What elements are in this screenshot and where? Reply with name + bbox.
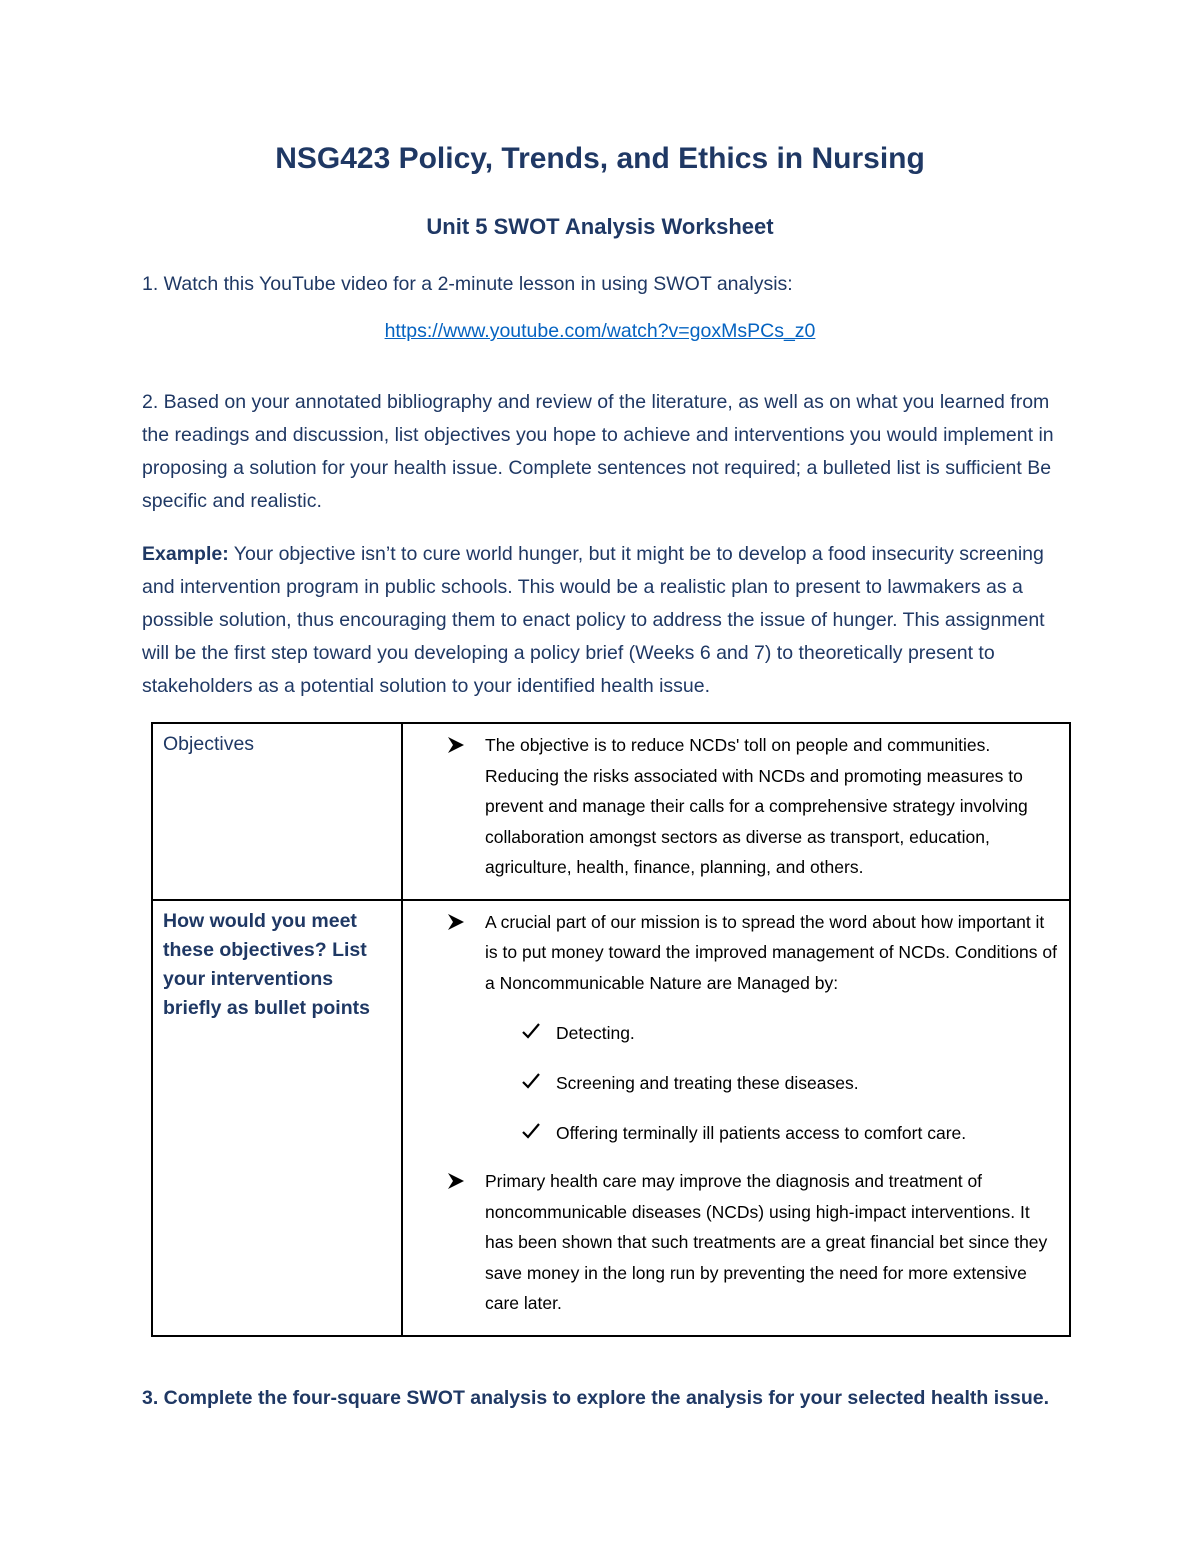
table-row <box>152 900 1070 1336</box>
objectives-table <box>151 722 1071 1337</box>
arrowhead-bullet-icon <box>447 913 465 931</box>
list-item <box>433 907 1059 999</box>
arrowhead-bullet-icon <box>447 1172 465 1190</box>
interventions-label: How would you meet these objectives? List your interventions briefly as bullet points <box>163 909 370 1019</box>
list-item <box>433 1166 1059 1319</box>
check-item-text: Detecting. <box>556 1023 635 1043</box>
objectives-label-cell <box>152 723 402 900</box>
interventions-label-cell <box>152 900 402 1336</box>
check-item-text: Screening and treating these diseases. <box>556 1073 859 1093</box>
intervention-bullet-text: Primary health care may improve the diagnosis and treatment of noncommunicable diseases (NCDs) using high-impact interventions. It has been shown that such treatments are a great financial bet since they save money in the long run by preventing the need for more extensive care later. <box>485 1171 1048 1313</box>
step3-text: 3. Complete the four-square SWOT analysis to explore the analysis for your selected health issue. <box>142 1387 1050 1409</box>
table-row <box>152 723 1070 900</box>
check-list-item <box>433 1118 1059 1148</box>
check-list-item <box>433 1068 1059 1098</box>
check-mark-icon <box>521 1122 541 1140</box>
video-link-line <box>0 320 1200 343</box>
example-text: Your objective isn’t to cure world hunger, but it might be to develop a food insecurity screening and intervention program in public schools. This would be a realistic plan to present to lawmakers as a possible solution, thus encouraging them to enact policy to address the issue of hunger. This assignment will be the first step toward you developing a policy brief (Weeks 6 and 7) to theoretically present to stakeholders as a potential solution to your identified health issue. <box>142 543 1045 697</box>
example-paragraph <box>142 538 1072 703</box>
example-label: Example: <box>142 543 229 565</box>
objectives-label: Objectives <box>163 733 255 755</box>
check-item-text: Offering terminally ill patients access to comfort care. <box>556 1123 967 1143</box>
step2-text: 2. Based on your annotated bibliography and review of the literature, as well as on what you learned from the readings and discussion, list objectives you hope to achieve and interventions you would implement in proposing a solution for your health issue. Complete sentences not required; a bulleted list is sufficient Be specific and realistic. <box>142 391 1054 512</box>
step1-text: 1. Watch this YouTube video for a 2-minute lesson in using SWOT analysis: <box>142 273 793 295</box>
check-mark-icon <box>521 1022 541 1040</box>
document-subtitle: Unit 5 SWOT Analysis Worksheet <box>426 214 774 239</box>
objectives-content-cell <box>402 723 1070 900</box>
document-title: NSG423 Policy, Trends, and Ethics in Nursing <box>275 142 925 175</box>
interventions-content-cell <box>402 900 1070 1336</box>
youtube-link[interactable]: https://www.youtube.com/watch?v=goxMsPCs_z0 <box>384 320 816 342</box>
objective-bullet-text: The objective is to reduce NCDs' toll on people and communities. Reducing the risks associated with NCDs and promoting measures to prevent and manage their calls for a comprehensive strategy involving collaboration amongst sectors as diverse as transport, education, agriculture, health, finance, planning, and others. <box>485 735 1028 877</box>
intervention-bullet-text: A crucial part of our mission is to spread the word about how important it is to put money toward the improved management of NCDs. Conditions of a Noncommunicable Nature are Managed by: <box>485 911 1057 993</box>
check-list-item <box>433 1018 1059 1048</box>
list-item <box>433 730 1059 883</box>
arrowhead-bullet-icon <box>447 736 465 754</box>
check-mark-icon <box>521 1072 541 1090</box>
